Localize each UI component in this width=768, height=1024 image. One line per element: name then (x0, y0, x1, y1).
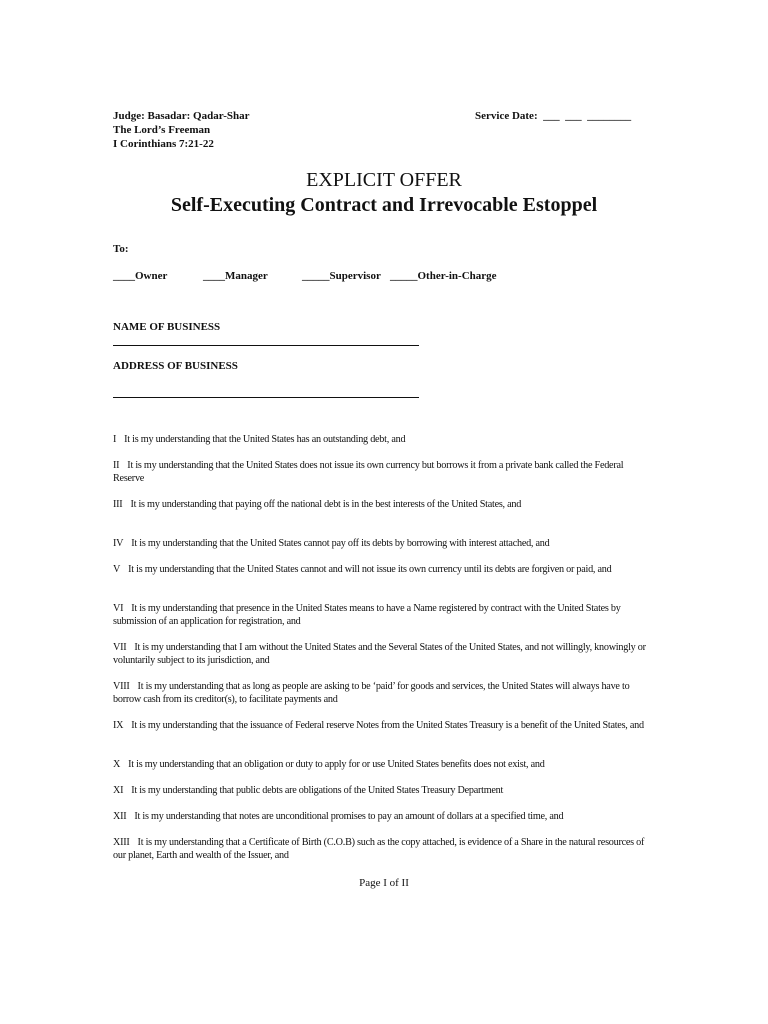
clause-text: It is my understanding that an obligation or duty to apply for or use United States benefits does not exist, and (128, 759, 545, 770)
service-date: Service Date: ___ ___ ________ (475, 110, 632, 122)
clause-1 (113, 434, 653, 447)
clause-text: It is my understanding that the issuance of Federal reserve Notes from the United States Treasury is a benefit of the United States, and (131, 720, 644, 731)
clause-number: I (113, 434, 117, 445)
clause-number: V (113, 564, 121, 575)
clause-number: VI (113, 603, 124, 614)
address-of-business-line (113, 397, 419, 398)
clause-text: It is my understanding that public debts are obligations of the United States Treasury Department (131, 785, 504, 796)
clause-number: XI (113, 785, 124, 796)
clause-number: X (113, 759, 121, 770)
role-other-in-charge: _____Other-in-Charge (390, 270, 497, 282)
clause-text: It is my understanding that the United States cannot and will not issue its own currency until its debts are forgiven or paid, and (128, 564, 612, 575)
clause-4 (113, 538, 653, 551)
clause-number: VIII (113, 681, 130, 692)
clause-9 (113, 720, 653, 733)
clause-number: XIII (113, 837, 130, 848)
role-supervisor: _____Supervisor (302, 270, 381, 282)
address-of-business-label: ADDRESS OF BUSINESS (113, 360, 238, 372)
freeman-line: The Lord’s Freeman (113, 124, 211, 136)
clause-8 (113, 681, 653, 706)
document-subtitle: Self-Executing Contract and Irrevocable Estoppel (170, 194, 598, 216)
clause-text: It is my understanding that paying off the national debt is in the best interests of the United States, and (130, 499, 522, 510)
document-title: EXPLICIT OFFER (306, 169, 462, 191)
clause-13 (113, 837, 653, 862)
clause-text: It is my understanding that I am without the United States and the Several States of the United States, and not willingly, knowingly or voluntarily subject to its jurisdiction, and (113, 642, 646, 666)
role-manager: ____Manager (203, 270, 268, 282)
clause-number: IV (113, 538, 124, 549)
clause-text: It is my understanding that the United States does not issue its own currency but borrows it from a private bank called the Federal Reserve (113, 460, 624, 484)
clause-number: II (113, 460, 120, 471)
clause-7 (113, 642, 653, 667)
clause-number: III (113, 499, 123, 510)
clause-text: It is my understanding that presence in the United States means to have a Name registered by contract with the United States by submission of an application for registration, and (113, 603, 621, 627)
scripture-line: I Corinthians 7:21-22 (113, 138, 214, 150)
role-owner: ____Owner (113, 270, 168, 282)
page-number: Page I of II (359, 877, 409, 889)
clause-2 (113, 460, 653, 485)
clause-10 (113, 759, 653, 772)
judge-line: Judge: Basadar: Qadar-Shar (113, 110, 250, 122)
to-label: To: (113, 243, 129, 255)
clause-number: XII (113, 811, 127, 822)
clause-text: It is my understanding that the United States has an outstanding debt, and (124, 434, 406, 445)
clause-text: It is my understanding that the United States cannot pay off its debts by borrowing with interest attached, and (131, 538, 550, 549)
clause-text: It is my understanding that notes are unconditional promises to pay an amount of dollars at a specified time, and (134, 811, 564, 822)
clause-text: It is my understanding that as long as people are asking to be ‘paid’ for goods and services, the United States will always have to borrow cash from its creditor(s), to facilitate payments and (113, 681, 630, 705)
clause-3 (113, 499, 653, 512)
clause-number: IX (113, 720, 124, 731)
clause-6 (113, 603, 653, 628)
clause-11 (113, 785, 653, 798)
name-of-business-line (113, 345, 419, 346)
clause-text: It is my understanding that a Certificate of Birth (C.O.B) such as the copy attached, is evidence of a Share in the natural resources of our planet, Earth and wealth of the Issuer, and (113, 837, 645, 861)
name-of-business-label: NAME OF BUSINESS (113, 321, 221, 333)
clause-number: VII (113, 642, 127, 653)
header-left (113, 109, 250, 151)
clause-5 (113, 564, 653, 577)
clause-12 (113, 811, 653, 824)
